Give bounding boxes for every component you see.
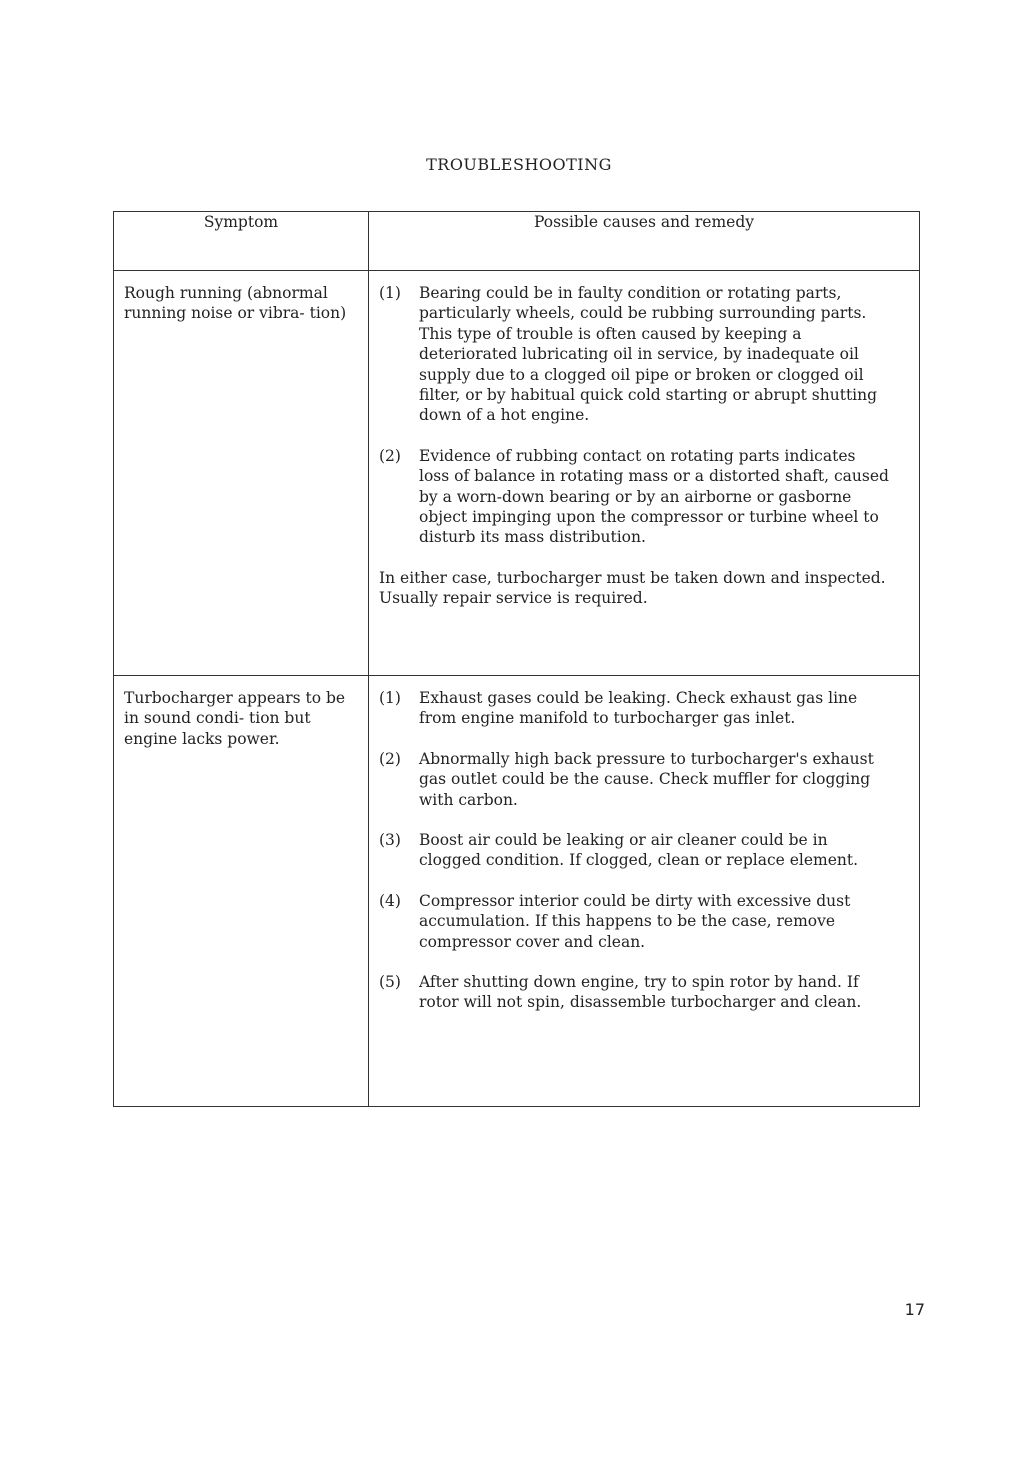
remedy-item bbox=[379, 891, 889, 952]
item-number: (2) bbox=[379, 749, 401, 768]
item-text: Evidence of rubbing contact on rotating parts indicates loss of balance in rotating mass or a distorted shaft, caused by a worn-down bearing or by an airborne or gasborne object impinging upon the compressor or turbine wheel to disturb its mass distribution. bbox=[419, 446, 889, 547]
page-number: 17 bbox=[904, 1300, 925, 1319]
symptom-cell: Turbocharger appears to be in sound condi- tion but engine lacks power. bbox=[114, 676, 369, 1107]
item-text: After shutting down engine, try to spin rotor by hand. If rotor will not spin, disassemble turbocharger and clean. bbox=[419, 973, 862, 1012]
item-number: (1) bbox=[379, 689, 401, 707]
item-number: (3) bbox=[379, 831, 401, 850]
remedy-item bbox=[379, 688, 889, 729]
item-text: Exhaust gases could be leaking. Check exhaust gas line from engine manifold to turbocharger gas inlet. bbox=[419, 689, 858, 728]
item-text: Abnormally high back pressure to turbocharger's exhaust gas outlet could be the cause. Check muffler for clogging with carbon. bbox=[419, 749, 874, 809]
remedy-item bbox=[379, 830, 889, 871]
symptom-header: Symptom bbox=[114, 212, 369, 271]
symptom-cell: Rough running (abnormal running noise or vibra- tion) bbox=[114, 271, 369, 676]
item-number: (2) bbox=[379, 446, 401, 465]
remedy-header: Possible causes and remedy bbox=[369, 212, 920, 271]
remedy-item bbox=[379, 972, 889, 1013]
table-row bbox=[114, 271, 920, 676]
item-text: Boost air could be leaking or air cleaner could be in clogged condition. If clogged, clean or replace element. bbox=[419, 831, 859, 870]
item-number: (4) bbox=[379, 891, 401, 910]
remedy-item bbox=[379, 446, 889, 548]
table-header-row bbox=[114, 212, 920, 271]
remedy-note: In either case, turbocharger must be taken down and inspected. Usually repair service is required. bbox=[379, 568, 886, 608]
troubleshooting-table bbox=[113, 211, 920, 1107]
remedy-cell bbox=[369, 271, 920, 676]
table-row bbox=[114, 676, 920, 1107]
item-number: (1) bbox=[379, 284, 401, 302]
item-number: (5) bbox=[379, 973, 401, 992]
item-text: Bearing could be in faulty condition or rotating parts, particularly wheels, could be rubbing surrounding parts. This type of trouble is often caused by keeping a deteriorated lubricating oil in service, by inadequate oil supply due to a clogged oil pipe or broken or clogged oil filter, or by habitual quick cold starting or abrupt shutting down of a hot engine. bbox=[419, 284, 878, 425]
page-title: TROUBLESHOOTING bbox=[426, 155, 612, 174]
item-text: Compressor interior could be dirty with excessive dust accumulation. If this happens to be the case, remove compressor cover and clean. bbox=[419, 891, 851, 951]
remedy-item bbox=[379, 568, 889, 609]
remedy-cell bbox=[369, 676, 920, 1107]
remedy-item bbox=[379, 283, 889, 426]
remedy-item bbox=[379, 749, 889, 810]
